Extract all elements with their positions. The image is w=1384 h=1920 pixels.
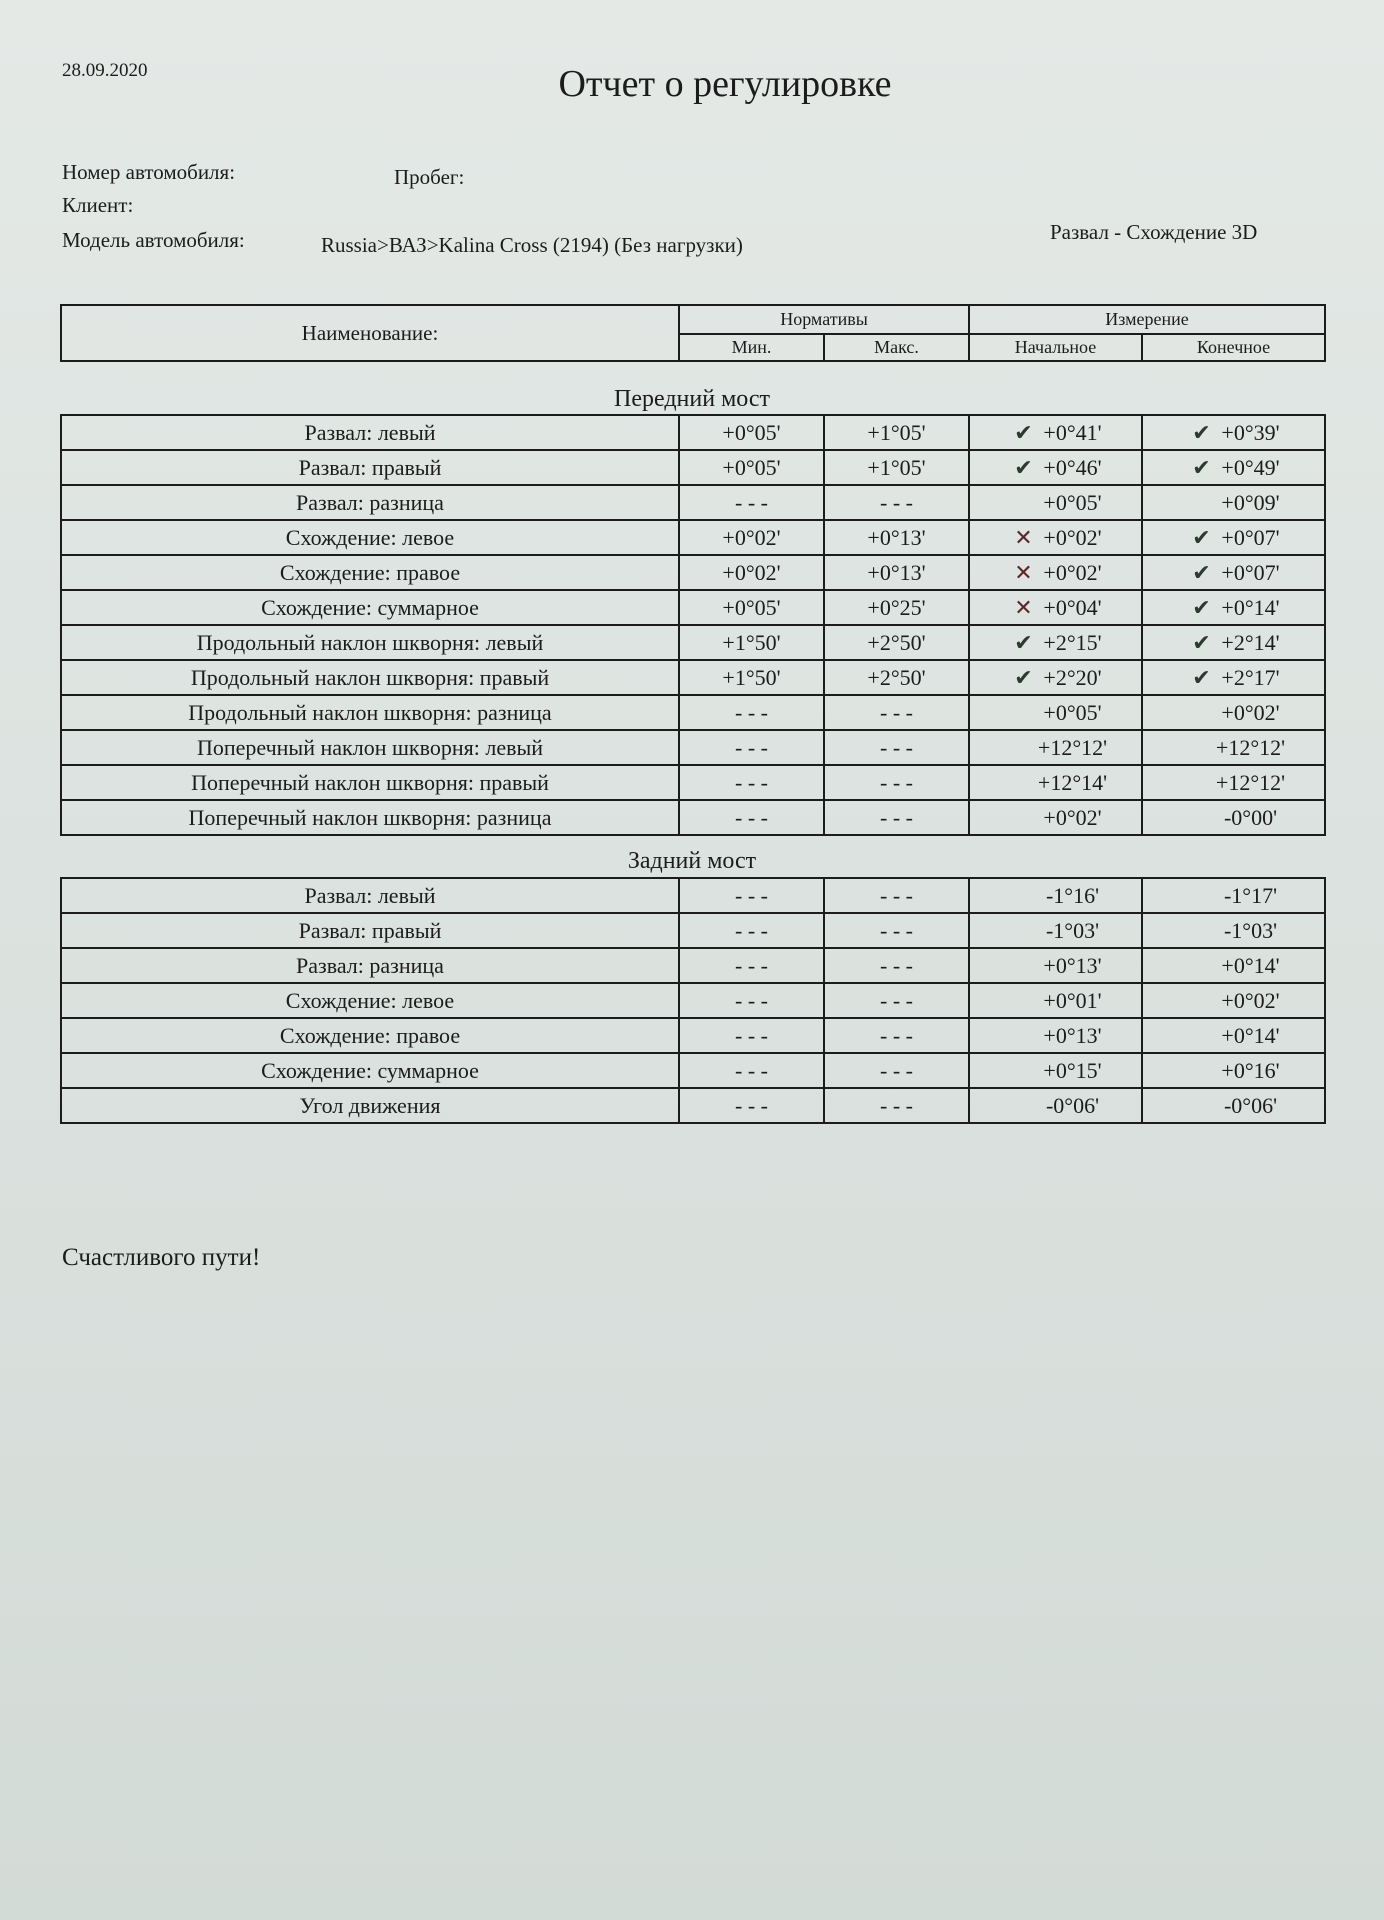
measure-initial — [969, 590, 1142, 625]
measure-initial-value: +0°04' — [1043, 594, 1102, 620]
measure-initial-value: +2°15' — [1043, 629, 1102, 655]
cross-icon: ✕ — [1014, 594, 1033, 620]
table-row — [61, 450, 1325, 485]
table-row — [61, 555, 1325, 590]
param-name: Схождение: левое — [61, 520, 679, 555]
check-icon: ✔ — [1192, 664, 1211, 690]
measure-initial-value: +0°05' — [1043, 489, 1102, 515]
norm-max: - - - — [824, 765, 969, 800]
norm-min: - - - — [679, 765, 824, 800]
norm-min: +0°05' — [679, 450, 824, 485]
measure-initial-value: +0°13' — [1043, 952, 1102, 978]
check-icon: ✔ — [1192, 454, 1211, 480]
rear-axle-title: Задний мост — [627, 848, 757, 874]
norm-max: - - - — [824, 485, 969, 520]
param-name: Схождение: правое — [61, 555, 679, 590]
measure-initial-value: +0°01' — [1043, 987, 1102, 1013]
check-icon: ✔ — [1014, 454, 1033, 480]
report-date: 28.09.2020 — [62, 60, 148, 81]
measure-initial-value: +0°13' — [1043, 1022, 1102, 1048]
measure-final — [1142, 590, 1325, 625]
measure-final — [1142, 555, 1325, 590]
measure-initial — [969, 765, 1142, 800]
table-row — [61, 1088, 1325, 1123]
table-row — [61, 1053, 1325, 1088]
measure-initial-value: +0°02' — [1043, 804, 1102, 830]
norm-min: - - - — [679, 1018, 824, 1053]
table-row — [61, 590, 1325, 625]
norm-max: +2°50' — [824, 625, 969, 660]
measure-final — [1142, 800, 1325, 835]
measure-final-value: -1°17' — [1223, 882, 1278, 908]
header-final: Конечное — [1142, 334, 1325, 361]
measure-initial-value: +0°02' — [1043, 559, 1102, 585]
table-row — [61, 878, 1325, 913]
norm-max: - - - — [824, 800, 969, 835]
param-name: Развал: разница — [61, 948, 679, 983]
table-row — [61, 948, 1325, 983]
table-row — [61, 800, 1325, 835]
norm-min: - - - — [679, 695, 824, 730]
table-row — [61, 765, 1325, 800]
table-row — [61, 415, 1325, 450]
norm-min: +0°05' — [679, 415, 824, 450]
table-row — [61, 695, 1325, 730]
measure-initial — [969, 800, 1142, 835]
rear-axle-table — [60, 877, 1326, 1124]
norm-min: - - - — [679, 1088, 824, 1123]
measure-final-value: +0°02' — [1221, 699, 1280, 725]
measure-final-value: -0°06' — [1223, 1092, 1278, 1118]
norm-max: - - - — [824, 730, 969, 765]
param-name: Поперечный наклон шкворня: правый — [61, 765, 679, 800]
param-name: Поперечный наклон шкворня: разница — [61, 800, 679, 835]
measure-final — [1142, 1088, 1325, 1123]
norm-max: +2°50' — [824, 660, 969, 695]
norm-max: +0°13' — [824, 520, 969, 555]
measure-final — [1142, 625, 1325, 660]
car-number-label: Номер автомобиля: — [62, 160, 236, 184]
measure-final-value: -0°00' — [1223, 804, 1278, 830]
norm-min: +1°50' — [679, 660, 824, 695]
measure-initial — [969, 695, 1142, 730]
header-name: Наименование: — [61, 305, 679, 361]
check-icon: ✔ — [1192, 559, 1211, 585]
header-max: Макс. — [824, 334, 969, 361]
measure-final-value: +0°14' — [1221, 594, 1280, 620]
table-row — [61, 913, 1325, 948]
table-row — [61, 485, 1325, 520]
norm-max: - - - — [824, 983, 969, 1018]
measure-final-value: -1°03' — [1223, 917, 1278, 943]
measure-final — [1142, 878, 1325, 913]
param-name: Развал: левый — [61, 878, 679, 913]
measure-final — [1142, 913, 1325, 948]
measure-initial — [969, 1053, 1142, 1088]
header-min: Мин. — [679, 334, 824, 361]
param-name: Поперечный наклон шкворня: левый — [61, 730, 679, 765]
check-icon: ✔ — [1192, 524, 1211, 550]
measure-final — [1142, 695, 1325, 730]
param-name: Схождение: правое — [61, 1018, 679, 1053]
param-name: Продольный наклон шкворня: разница — [61, 695, 679, 730]
norm-min: - - - — [679, 1053, 824, 1088]
norm-min: - - - — [679, 948, 824, 983]
measure-initial — [969, 948, 1142, 983]
header-initial: Начальное — [969, 334, 1142, 361]
measure-initial — [969, 520, 1142, 555]
measure-final — [1142, 1018, 1325, 1053]
param-name: Схождение: суммарное — [61, 1053, 679, 1088]
param-name: Продольный наклон шкворня: правый — [61, 660, 679, 695]
measure-initial — [969, 983, 1142, 1018]
norm-min: +0°02' — [679, 520, 824, 555]
measure-initial-value: -0°06' — [1045, 1092, 1100, 1118]
measure-final — [1142, 948, 1325, 983]
table-row — [61, 625, 1325, 660]
norm-max: +1°05' — [824, 415, 969, 450]
measure-final — [1142, 415, 1325, 450]
measure-final-value: +2°14' — [1221, 629, 1280, 655]
measure-final-value: +2°17' — [1221, 664, 1280, 690]
norm-max: - - - — [824, 948, 969, 983]
measure-initial-value: +0°02' — [1043, 524, 1102, 550]
check-icon: ✔ — [1014, 629, 1033, 655]
measure-initial-value: +0°05' — [1043, 699, 1102, 725]
param-name: Продольный наклон шкворня: левый — [61, 625, 679, 660]
client-label: Клиент: — [62, 193, 134, 217]
norm-max: +0°13' — [824, 555, 969, 590]
measure-initial — [969, 730, 1142, 765]
measure-final — [1142, 983, 1325, 1018]
norm-max: - - - — [824, 1018, 969, 1053]
table-row — [61, 1018, 1325, 1053]
measure-initial — [969, 1018, 1142, 1053]
cross-icon: ✕ — [1014, 524, 1033, 550]
measure-initial-value: +12°12' — [1037, 734, 1108, 760]
measure-initial — [969, 625, 1142, 660]
param-name: Развал: правый — [61, 450, 679, 485]
table-row — [61, 520, 1325, 555]
mileage-label: Пробег: — [394, 165, 465, 189]
measure-initial-value: -1°03' — [1045, 917, 1100, 943]
farewell-text: Счастливого пути! — [62, 1244, 261, 1271]
model-value: Russia>ВАЗ>Kalina Cross (2194) (Без нагрузки) — [321, 233, 743, 257]
measure-initial-value: +2°20' — [1043, 664, 1102, 690]
measure-initial-value: +0°46' — [1043, 454, 1102, 480]
measure-final-value: +12°12' — [1215, 769, 1286, 795]
table-header — [60, 304, 1326, 362]
norm-max: - - - — [824, 1053, 969, 1088]
norm-max: +0°25' — [824, 590, 969, 625]
header-norms: Нормативы — [679, 305, 969, 334]
measure-final-value: +0°14' — [1221, 952, 1280, 978]
measure-final-value: +0°09' — [1221, 489, 1280, 515]
front-axle-title: Передний мост — [614, 386, 770, 412]
norm-max: +1°05' — [824, 450, 969, 485]
measure-initial — [969, 1088, 1142, 1123]
norm-max: - - - — [824, 878, 969, 913]
measure-initial — [969, 878, 1142, 913]
cross-icon: ✕ — [1014, 559, 1033, 585]
check-icon: ✔ — [1014, 419, 1033, 445]
norm-min: - - - — [679, 983, 824, 1018]
norm-min: - - - — [679, 878, 824, 913]
measure-final-value: +0°16' — [1221, 1057, 1280, 1083]
norm-max: - - - — [824, 913, 969, 948]
measure-initial-value: +12°14' — [1037, 769, 1108, 795]
param-name: Схождение: суммарное — [61, 590, 679, 625]
measure-final-value: +12°12' — [1215, 734, 1286, 760]
param-name: Развал: правый — [61, 913, 679, 948]
measure-final-value: +0°02' — [1221, 987, 1280, 1013]
measure-initial — [969, 415, 1142, 450]
model-label: Модель автомобиля: — [62, 228, 245, 252]
norm-min: - - - — [679, 485, 824, 520]
measure-final — [1142, 660, 1325, 695]
front-axle-table — [60, 414, 1326, 836]
measure-final — [1142, 765, 1325, 800]
measure-final — [1142, 450, 1325, 485]
norm-max: - - - — [824, 1088, 969, 1123]
measure-final-value: +0°49' — [1221, 454, 1280, 480]
page-title: Отчет о регулировке — [558, 63, 892, 105]
table-row — [61, 983, 1325, 1018]
norm-min: +1°50' — [679, 625, 824, 660]
measure-final — [1142, 520, 1325, 555]
measure-initial-value: +0°41' — [1043, 419, 1102, 445]
measure-initial — [969, 485, 1142, 520]
norm-min: - - - — [679, 913, 824, 948]
measure-final — [1142, 730, 1325, 765]
param-name: Развал: разница — [61, 485, 679, 520]
measure-final-value: +0°07' — [1221, 559, 1280, 585]
norm-min: +0°05' — [679, 590, 824, 625]
measure-initial — [969, 450, 1142, 485]
table-row — [61, 660, 1325, 695]
measure-initial — [969, 660, 1142, 695]
measure-initial-value: +0°15' — [1043, 1057, 1102, 1083]
check-icon: ✔ — [1014, 664, 1033, 690]
table-row — [61, 730, 1325, 765]
param-name: Схождение: левое — [61, 983, 679, 1018]
norm-min: - - - — [679, 800, 824, 835]
check-icon: ✔ — [1192, 629, 1211, 655]
measure-final-value: +0°39' — [1221, 419, 1280, 445]
check-icon: ✔ — [1192, 594, 1211, 620]
check-icon: ✔ — [1192, 419, 1211, 445]
measure-final — [1142, 1053, 1325, 1088]
measure-initial — [969, 913, 1142, 948]
measure-final — [1142, 485, 1325, 520]
norm-min: - - - — [679, 730, 824, 765]
measure-final-value: +0°07' — [1221, 524, 1280, 550]
measure-initial-value: -1°16' — [1045, 882, 1100, 908]
param-name: Угол движения — [61, 1088, 679, 1123]
measure-initial — [969, 555, 1142, 590]
param-name: Развал: левый — [61, 415, 679, 450]
norm-max: - - - — [824, 695, 969, 730]
system-name: Развал - Схождение 3D — [1050, 220, 1258, 244]
norm-min: +0°02' — [679, 555, 824, 590]
header-measure: Измерение — [969, 305, 1325, 334]
measure-final-value: +0°14' — [1221, 1022, 1280, 1048]
